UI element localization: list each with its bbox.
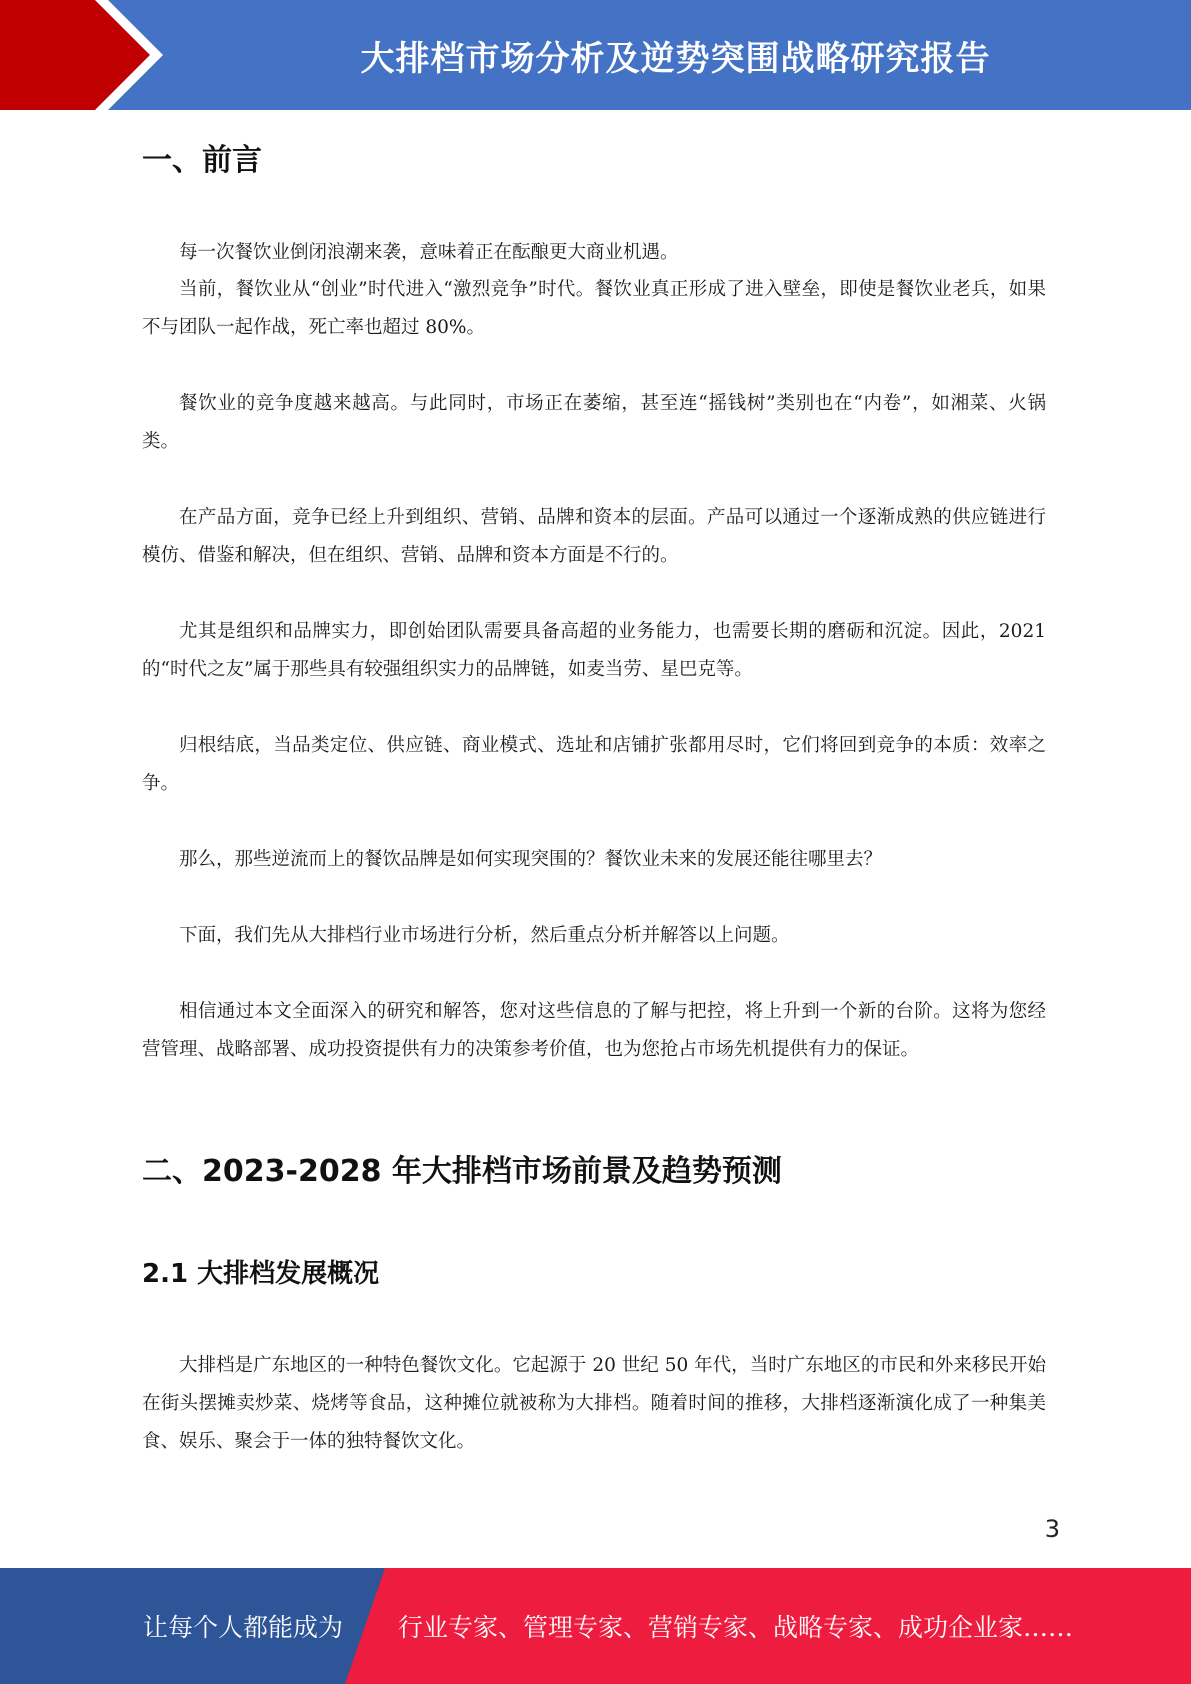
report-title: 大排档市场分析及逆势突围战略研究报告 — [360, 38, 991, 79]
section-heading-forecast: 二、2023-2028 年大排档市场前景及趋势预测 — [142, 1154, 782, 1189]
paragraph: 那么，那些逆流而上的餐饮品牌是如何实现突围的？餐饮业未来的发展还能往哪里去？ — [179, 849, 883, 870]
footer-slogan-left: 让每个人都能成为 — [143, 1613, 344, 1642]
paragraph: 归根结底，当品类定位、供应链、商业模式、选址和店铺扩张都用尽时，它们将回到竞争的本质：效率之争。 — [142, 735, 1046, 794]
subsection-heading-overview: 2.1 大排档发展概况 — [142, 1259, 380, 1289]
paragraph: 餐饮业的竞争度越来越高。与此同时，市场正在萎缩，甚至连“摇钱树”类别也在“内卷”，如湘菜、火锅类。 — [142, 393, 1046, 452]
paragraph: 尤其是组织和品牌实力，即创始团队需要具备高超的业务能力，也需要长期的磨砺和沉淀。因此，2021 的“时代之友”属于那些具有较强组织实力的品牌链，如麦当劳、星巴克等。 — [142, 621, 1046, 680]
footer-slogan-right: 行业专家、管理专家、营销专家、战略专家、成功企业家…… — [398, 1613, 1074, 1642]
paragraph: 在产品方面，竞争已经上升到组织、营销、品牌和资本的层面。产品可以通过一个逐渐成熟的供应链进行模仿、借鉴和解决，但在组织、营销、品牌和资本方面是不行的。 — [142, 507, 1046, 566]
paragraph: 大排档是广东地区的一种特色餐饮文化。它起源于 20 世纪 50 年代，当时广东地区的市民和外来移民开始在街头摆摊卖炒菜、烧烤等食品，这种摊位就被称为大排档。随着时间的推移，大排档逐渐演化成了一种集美食、娱乐、聚会于一体的独特餐饮文化。 — [142, 1355, 1046, 1452]
section-heading-preface: 一、前言 — [142, 143, 262, 178]
paragraph: 相信通过本文全面深入的研究和解答，您对这些信息的了解与把控，将上升到一个新的台阶。这将为您经营管理、战略部署、成功投资提供有力的决策参考价值，也为您抢占市场先机提供有力的保证。 — [142, 1001, 1046, 1060]
page-number: 3 — [1044, 1515, 1060, 1543]
paragraph: 下面，我们先从大排档行业市场进行分析，然后重点分析并解答以上问题。 — [179, 925, 790, 946]
page-footer — [0, 1568, 1191, 1684]
paragraph: 每一次餐饮业倒闭浪潮来袭，意味着正在酝酿更大商业机遇。 — [179, 242, 679, 263]
page-header — [0, 0, 1191, 110]
paragraph: 当前，餐饮业从“创业”时代进入“激烈竞争”时代。餐饮业真正形成了进入壁垒，即使是餐饮业老兵，如果不与团队一起作战，死亡率也超过 80%。 — [142, 279, 1046, 338]
